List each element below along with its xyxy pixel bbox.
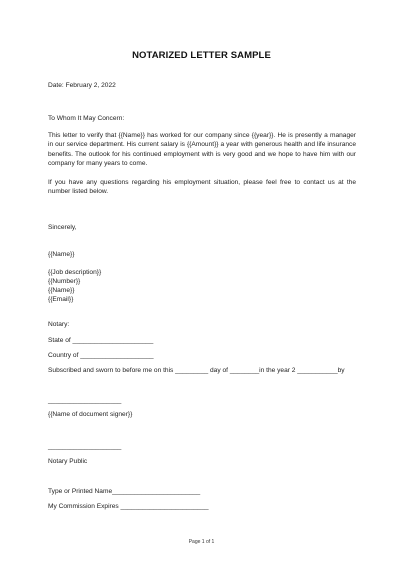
document-signer: {{Name of document signer}} xyxy=(48,411,133,418)
signer-name-2: {{Name}} xyxy=(48,287,75,294)
page-footer: Page 1 of 1 xyxy=(188,539,215,545)
commission-expires-line: My Commission Expires ________________________ xyxy=(48,503,209,510)
signature-blank-1: ____________________ xyxy=(48,397,122,404)
notary-public-label: Notary Public xyxy=(48,458,88,465)
state-line: State of ______________________ xyxy=(48,337,154,344)
salutation: To Whom It May Concern: xyxy=(48,115,125,122)
signer-email: {{Email}} xyxy=(48,296,74,303)
sworn-line: Subscribed and sworn to before me on this _________ day of ________in the year 2 ___________by xyxy=(48,367,345,374)
body-paragraph-2: If you have any questions regarding his employment situation, please feel free to contact us at the number listed below. xyxy=(48,179,356,196)
printed-name-line: Type or Printed Name________________________ xyxy=(48,488,201,495)
signer-number: {{Number}} xyxy=(48,278,81,285)
date-line: Date: February 2, 2022 xyxy=(48,82,116,89)
notary-label: Notary: xyxy=(48,321,70,328)
closing: Sincerely, xyxy=(48,224,77,231)
signer-job-description: {{Job description}} xyxy=(48,269,102,276)
body-paragraph-1: This letter to verify that {{Name}} has worked for our company since {{year}}. He is presently a manager in our service department. His current salary is {{Amount}} a year with generous health and life insurance benefits. The outlook for his continued employment with is very good and we hope to have him with our company for many years to come. xyxy=(48,132,356,167)
country-line: Country of ____________________ xyxy=(48,352,154,359)
document-title: NOTARIZED LETTER SAMPLE xyxy=(132,50,271,61)
signer-name: {{Name}} xyxy=(48,251,75,258)
signature-blank-2: ____________________ xyxy=(48,443,122,450)
